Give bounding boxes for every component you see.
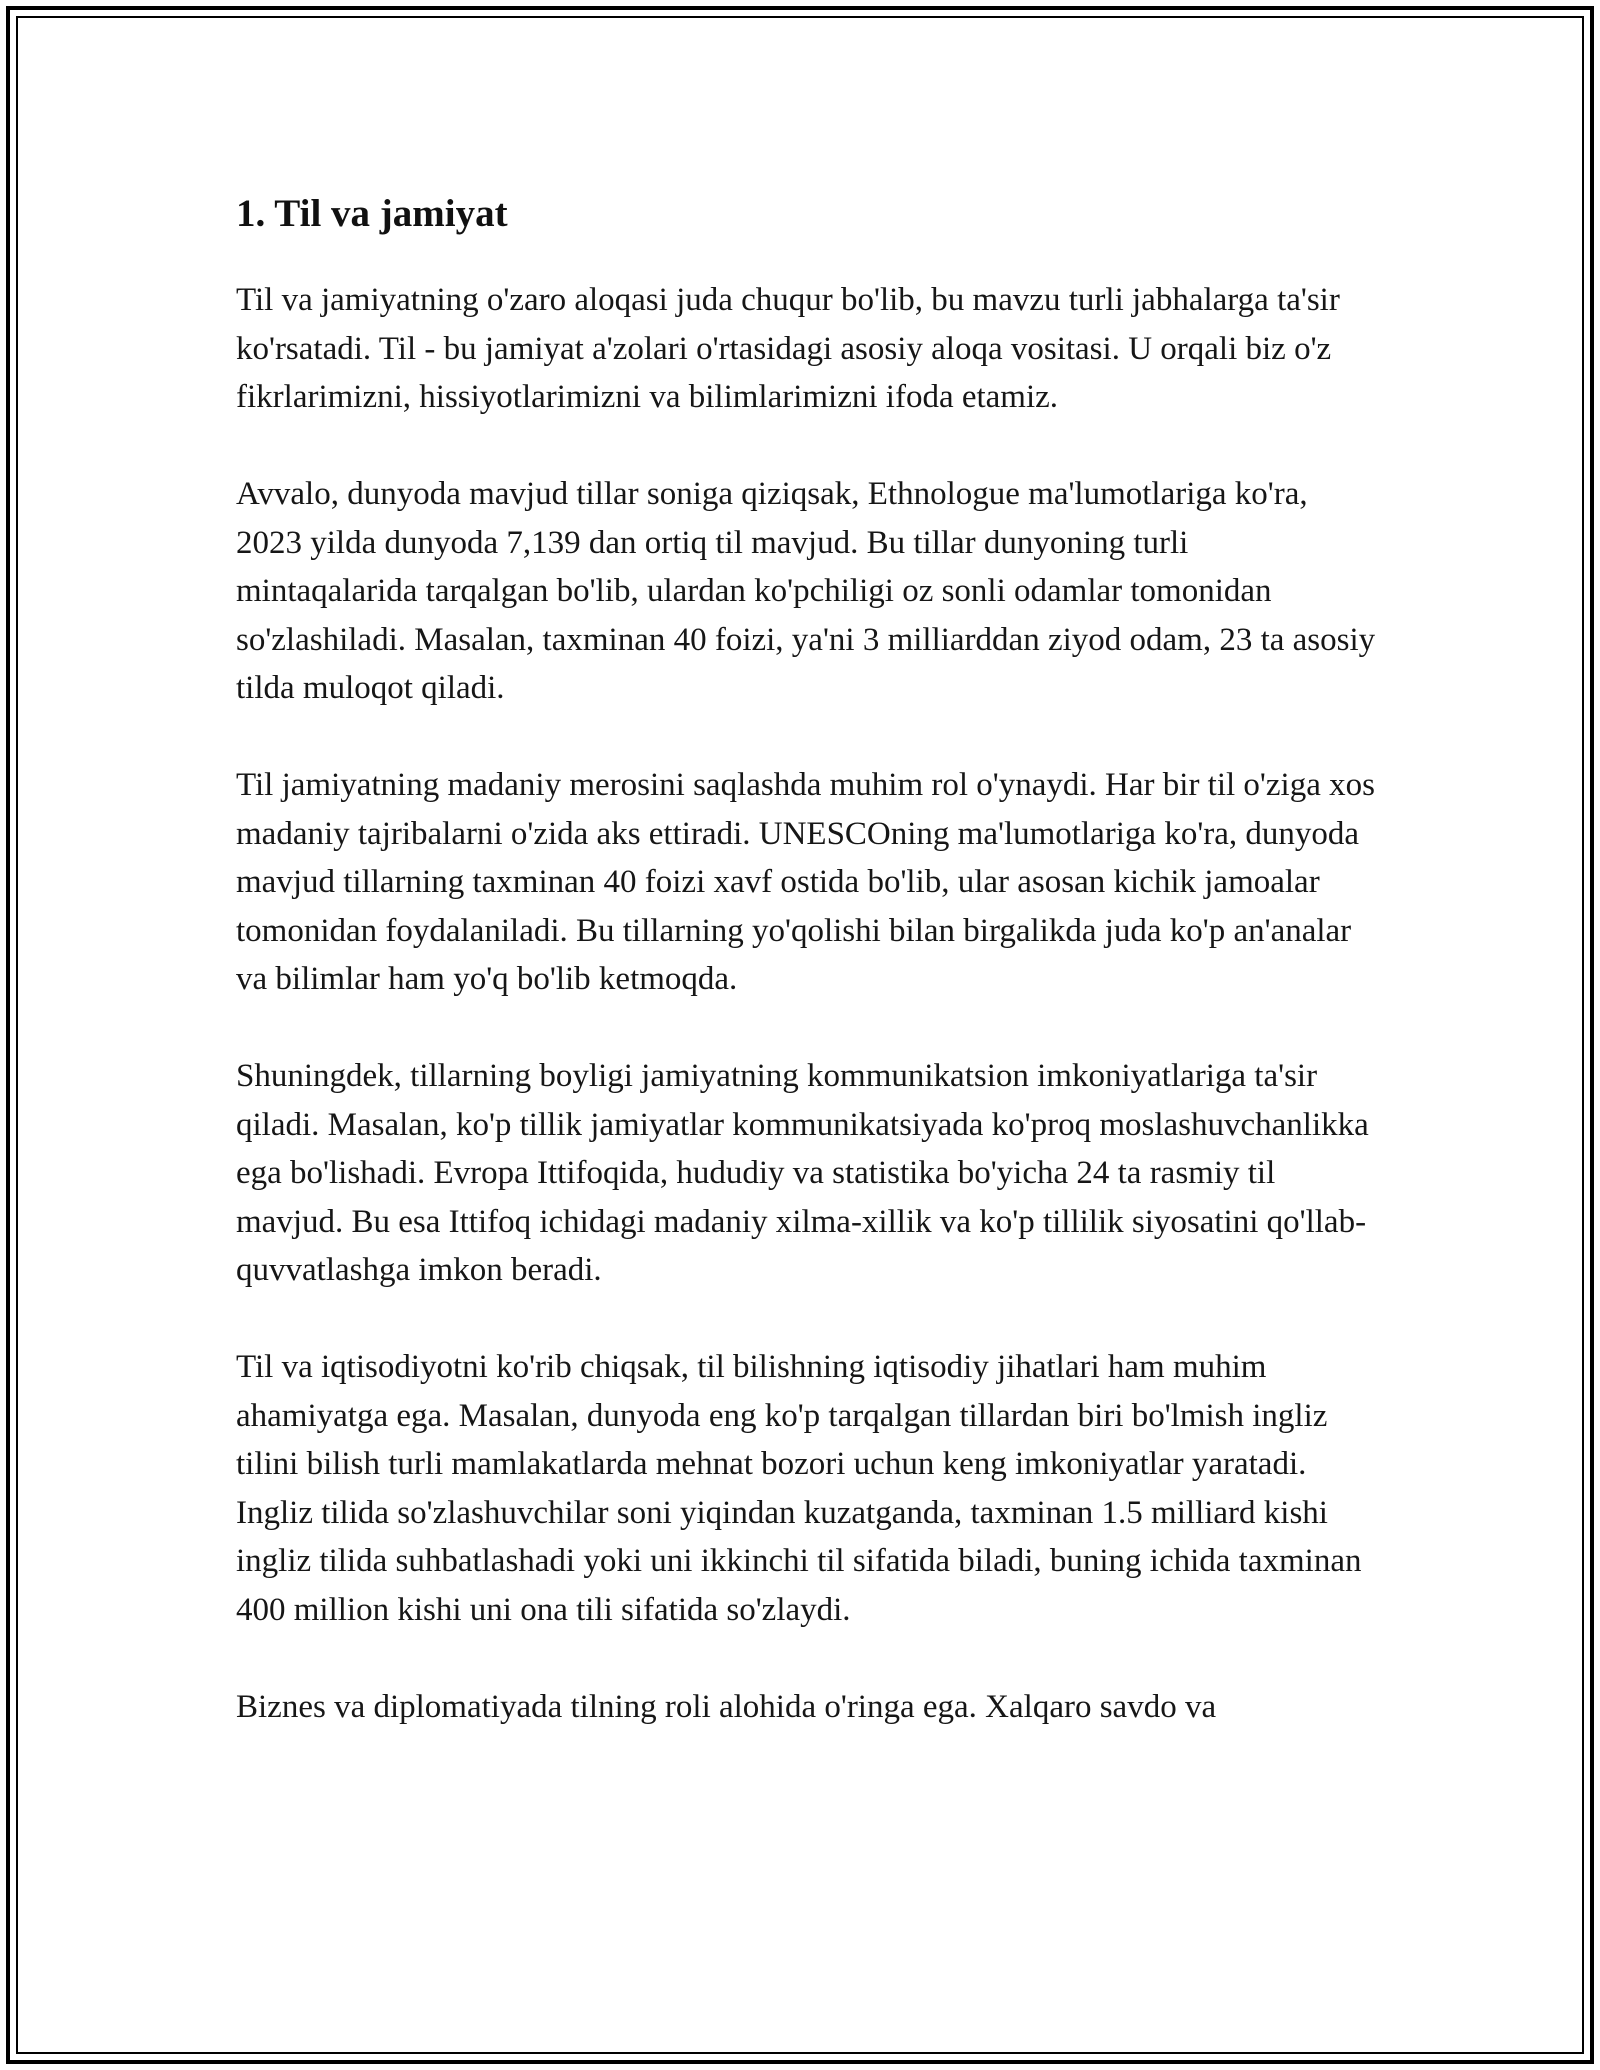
paragraph-1: Til va jamiyatning o'zaro aloqasi juda chuqur bo'lib, bu mavzu turli jabhalarga ta'sir ko'rsatadi. Til - bu jamiyat a'zolari o'rtasidagi asosiy aloqa vositasi. U orqali biz o'z fikrlarimizni, hissiyotlarimizni va bilimlarimizni ifoda etamiz.	[236, 282, 1340, 415]
paragraph-2: Avvalo, dunyoda mavjud tillar soniga qiziqsak, Ethnologue ma'lumotlariga ko'ra, 2023 yilda dunyoda 7,139 dan ortiq til mavjud. Bu tillar dunyoning turli mintaqalarida tarqalgan bo'lib, ulardan ko'pchiligi oz sonli odamlar tomonidan so'zlashiladi. Masalan, taxminan 40 foizi, ya'ni 3 milliarddan ziyod odam, 23 ta asosiy tilda muloqot qiladi.	[236, 476, 1376, 706]
document-body	[236, 186, 1376, 1780]
paragraph-4: Shuningdek, tillarning boyligi jamiyatning kommunikatsion imkoniyatlariga ta'sir qiladi. Masalan, ko'p tillik jamiyatlar kommunikatsiyada ko'proq moslashuvchanlikka ega bo'lishadi. Evropa Ittifoqida, hududiy va statistika bo'yicha 24 ta rasmiy til mavjud. Bu esa Ittifoq ichidagi madaniy xilma-xillik va ko'p tillilik siyosatini qo'llab-quvvatlashga imkon beradi.	[236, 1058, 1369, 1288]
paragraph-3: Til jamiyatning madaniy merosini saqlashda muhim rol o'ynaydi. Har bir til o'ziga xos madaniy tajribalarni o'zida aks ettiradi. UNESCOning ma'lumotlariga ko'ra, dunyoda mavjud tillarning taxminan 40 foizi xavf ostida bo'lib, ular asosan kichik jamoalar tomonidan foydalaniladi. Bu tillarning yo'qolishi bilan birgalikda juda ko'p an'analar va bilimlar ham yo'q bo'lib ketmoqda.	[236, 767, 1375, 997]
paragraph-5: Til va iqtisodiyotni ko'rib chiqsak, til bilishning iqtisodiy jihatlari ham muhim ahamiyatga ega. Masalan, dunyoda eng ko'p tarqalgan tillardan biri bo'lmish ingliz tilini bilish turli mamlakatlarda mehnat bozori uchun keng imkoniyatlar yaratadi. Ingliz tilida so'zlashuvchilar soni yiqindan kuzatganda, taxminan 1.5 milliard kishi ingliz tilida suhbatlashadi yoki uni ikkinchi til sifatida biladi, buning ichida taxminan 400 million kishi uni ona tili sifatida so'zlaydi.	[236, 1349, 1362, 1628]
section-heading: 1. Til va jamiyat	[236, 192, 508, 235]
paragraph-6: Biznes va diplomatiyada tilning roli alohida o'ringa ega. Xalqaro savdo va	[236, 1688, 1217, 1725]
